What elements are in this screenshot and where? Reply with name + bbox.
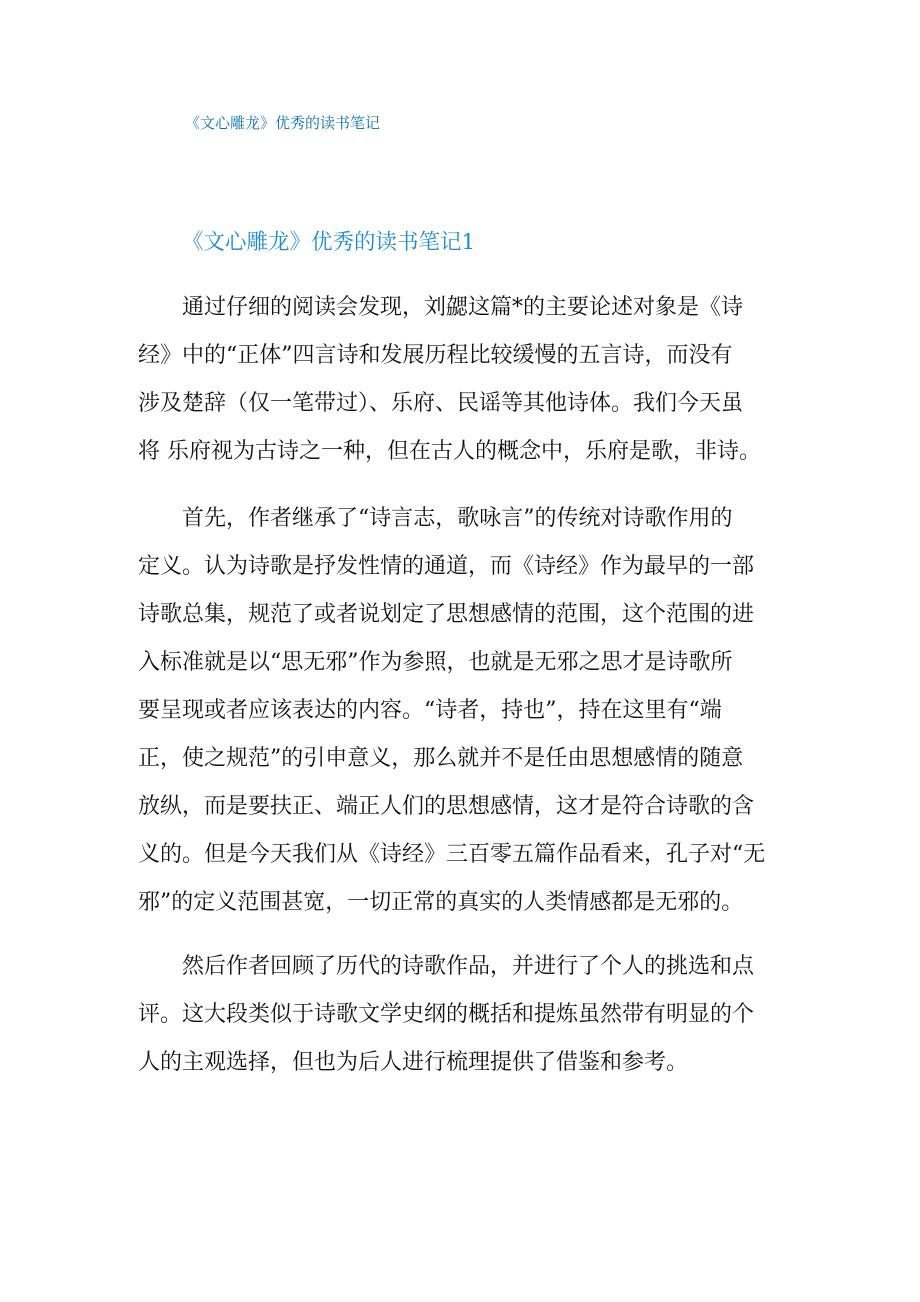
paragraph-3	[138, 943, 798, 1087]
paragraph-1	[138, 284, 798, 476]
document-title: 《文心雕龙》优秀的读书笔记1	[182, 230, 476, 255]
text-line: 人的主观选择，但也为后人进行梳理提供了借鉴和参考。	[138, 1050, 689, 1075]
text-line: 入标准就是以“思无邪”作为参照，也就是无邪之思才是诗歌所	[138, 650, 733, 675]
text-line: 要呈现或者应该表达的内容。“诗者，持也”，持在这里有“端	[138, 698, 722, 723]
text-line: 经》中的“正体”四言诗和发展历程比较缓慢的五言诗，而没有	[138, 343, 733, 368]
text-line: 放纵，而是要扶正、端正人们的思想感情，这才是符合诗歌的含	[138, 794, 755, 819]
text-line: 然后作者回顾了历代的诗歌作品，并进行了个人的挑选和点	[182, 954, 755, 979]
text-line: 义的。但是今天我们从《诗经》三百零五篇作品看来，孔子对“无	[138, 842, 766, 867]
text-line: 邪”的定义范围甚宽，一切正常的真实的人类情感都是无邪的。	[138, 890, 744, 915]
text-line: 涉及楚辞（仅一笔带过）、乐府、民谣等其他诗体。我们今天虽	[138, 391, 744, 416]
text-line: 通过仔细的阅读会发现，刘勰这篇*的主要论述对象是《诗	[182, 295, 744, 320]
text-line: 将 乐府视为古诗之一种，但在古人的概念中，乐府是歌，非诗。	[138, 439, 761, 464]
text-line: 正，使之规范”的引申意义，那么就并不是任由思想感情的随意	[138, 746, 744, 771]
text-line: 定义。认为诗歌是抒发性情的通道，而《诗经》作为最早的一部	[138, 554, 755, 579]
text-line: 评。这大段类似于诗歌文学史纲的概括和提炼虽然带有明显的个	[138, 1002, 755, 1027]
text-line: 诗歌总集，规范了或者说划定了思想感情的范围，这个范围的进	[138, 602, 755, 627]
paragraph-2	[138, 495, 798, 927]
text-line: 首先，作者继承了“诗言志，歌咏言”的传统对诗歌作用的	[182, 506, 733, 531]
running-header: 《文心雕龙》优秀的读书笔记	[185, 114, 381, 132]
